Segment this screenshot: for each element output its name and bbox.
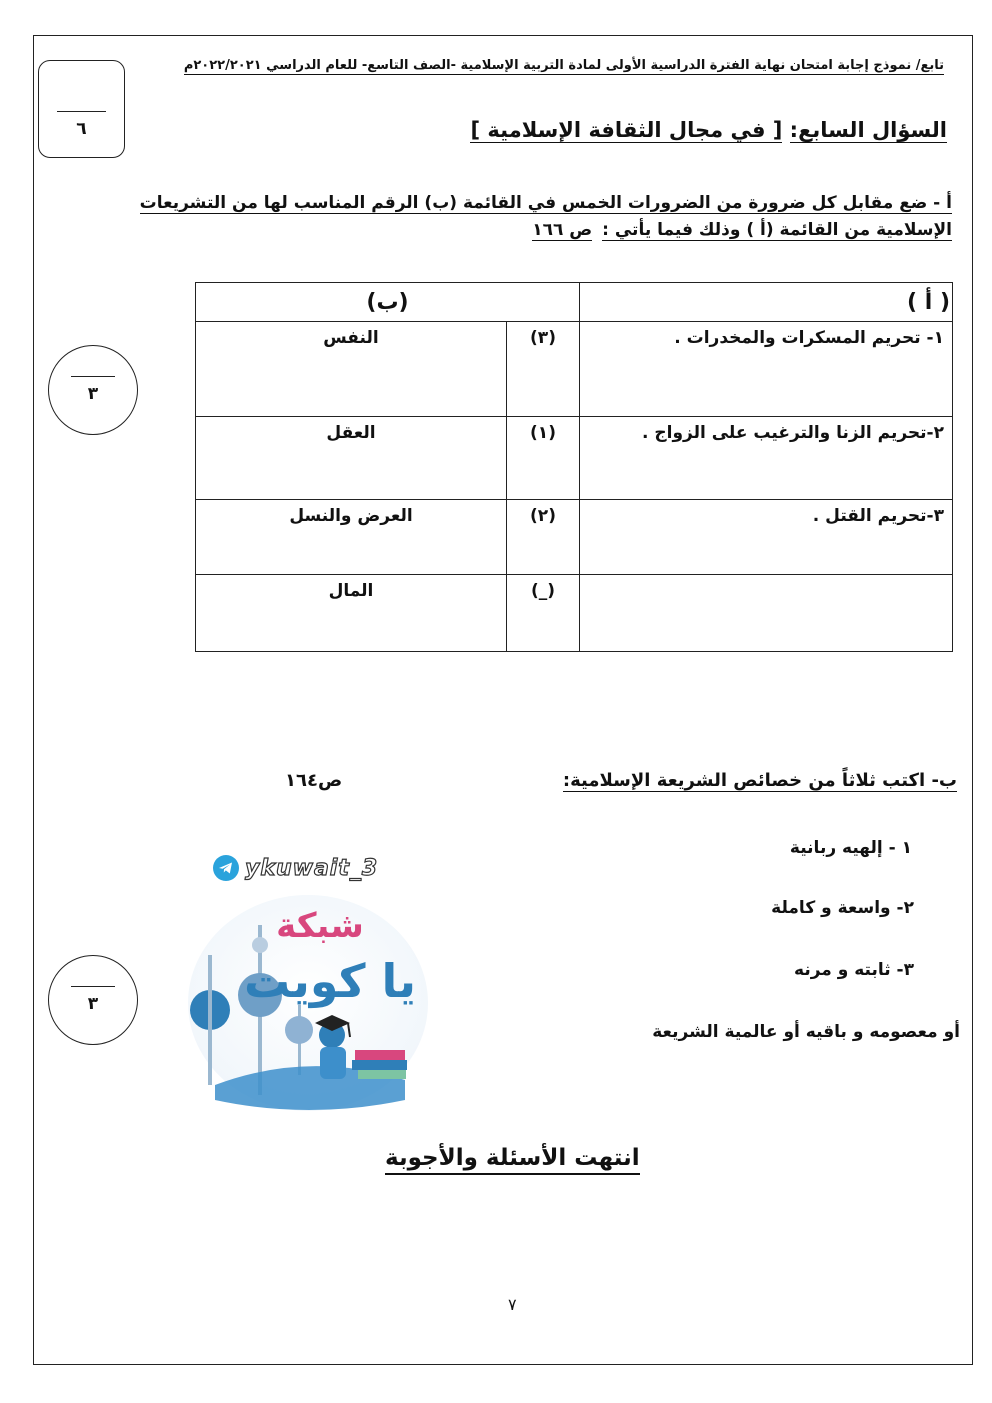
table-row (196, 322, 953, 417)
answer-number-cell: (_) (507, 575, 580, 652)
part-b-answer-2: ٢- واسعة و كاملة (771, 898, 914, 918)
end-of-exam-title: انتهت الأسئلة والأجوبة (385, 1145, 640, 1175)
logo-text-main: يا كويت (243, 954, 417, 1008)
necessity-cell: العرض والنسل (196, 500, 507, 575)
necessity-cell: العقل (196, 417, 507, 500)
answer-number-cell: (١) (507, 417, 580, 500)
ykuwait-logo (180, 885, 435, 1120)
legislation-cell: ١- تحريم المسكرات والمخدرات . (580, 322, 953, 417)
question7-prefix: السؤال السابع: (789, 118, 947, 142)
question7-title (470, 118, 947, 142)
telegram-watermark (213, 855, 378, 881)
legislation-cell: ٢-تحريم الزنا والترغيب على الزواج . (580, 417, 953, 500)
table-row (196, 417, 953, 500)
part-a-score-value: ٣ (87, 384, 99, 404)
telegram-icon (213, 855, 239, 881)
part-a-instruction (102, 190, 952, 244)
telegram-handle: ykuwait_3 (245, 855, 379, 881)
part-b-score-value: ٣ (87, 994, 99, 1014)
part-b-answer-1: ١ - إلهيه ربانية (789, 838, 912, 858)
part-b-question (563, 770, 957, 791)
part-b-page-ref: ص١٦٤ (285, 770, 343, 791)
exam-header: تابع/ نموذج إجابة امتحان نهاية الفترة الدراسية الأولى لمادة التربية الإسلامية -الصف التاسع- للعام الدراسي ٢٠٢٢/٢٠٢١م (183, 58, 944, 73)
necessity-cell: المال (196, 575, 507, 652)
part-b-answer-alt: أو معصومه و باقيه أو عالمية الشريعة (652, 1022, 960, 1042)
matching-table (195, 282, 953, 652)
page-score-value: ٦ (76, 119, 87, 139)
necessity-cell: النفس (196, 322, 507, 417)
legislation-cell: ٣-تحريم القتل . (580, 500, 953, 575)
table-row (196, 575, 953, 652)
part-b-answer-3: ٣- ثابته و مرنه (794, 960, 914, 980)
page-score-box (38, 60, 125, 158)
answer-number-cell: (٢) (507, 500, 580, 575)
column-a-header: ( أ ) (580, 283, 953, 322)
question7-topic: [ في مجال الثقافة الإسلامية ] (470, 118, 783, 142)
part-a-line2: الإسلامية من القائمة (أ ) وذلك فيما يأتي : (602, 220, 952, 240)
part-a-line1: أ - ضع مقابل كل ضرورة من الضرورات الخمس في القائمة (ب) الرقم المناسب لها من التشريعات (139, 193, 952, 213)
part-b-question-text: ب- اكتب ثلاثاً من خصائص الشريعة الإسلامية: (562, 770, 957, 791)
answer-number-cell: (٣) (507, 322, 580, 417)
part-a-score-circle (48, 345, 138, 435)
column-b-header: (ب) (196, 283, 580, 322)
table-row (196, 500, 953, 575)
legislation-cell (580, 575, 953, 652)
part-a-page-ref: ص ١٦٦ (532, 220, 593, 240)
part-b-score-circle (48, 955, 138, 1045)
logo-text-top: شبكة (276, 906, 364, 946)
page-number: ٧ (508, 1295, 517, 1314)
